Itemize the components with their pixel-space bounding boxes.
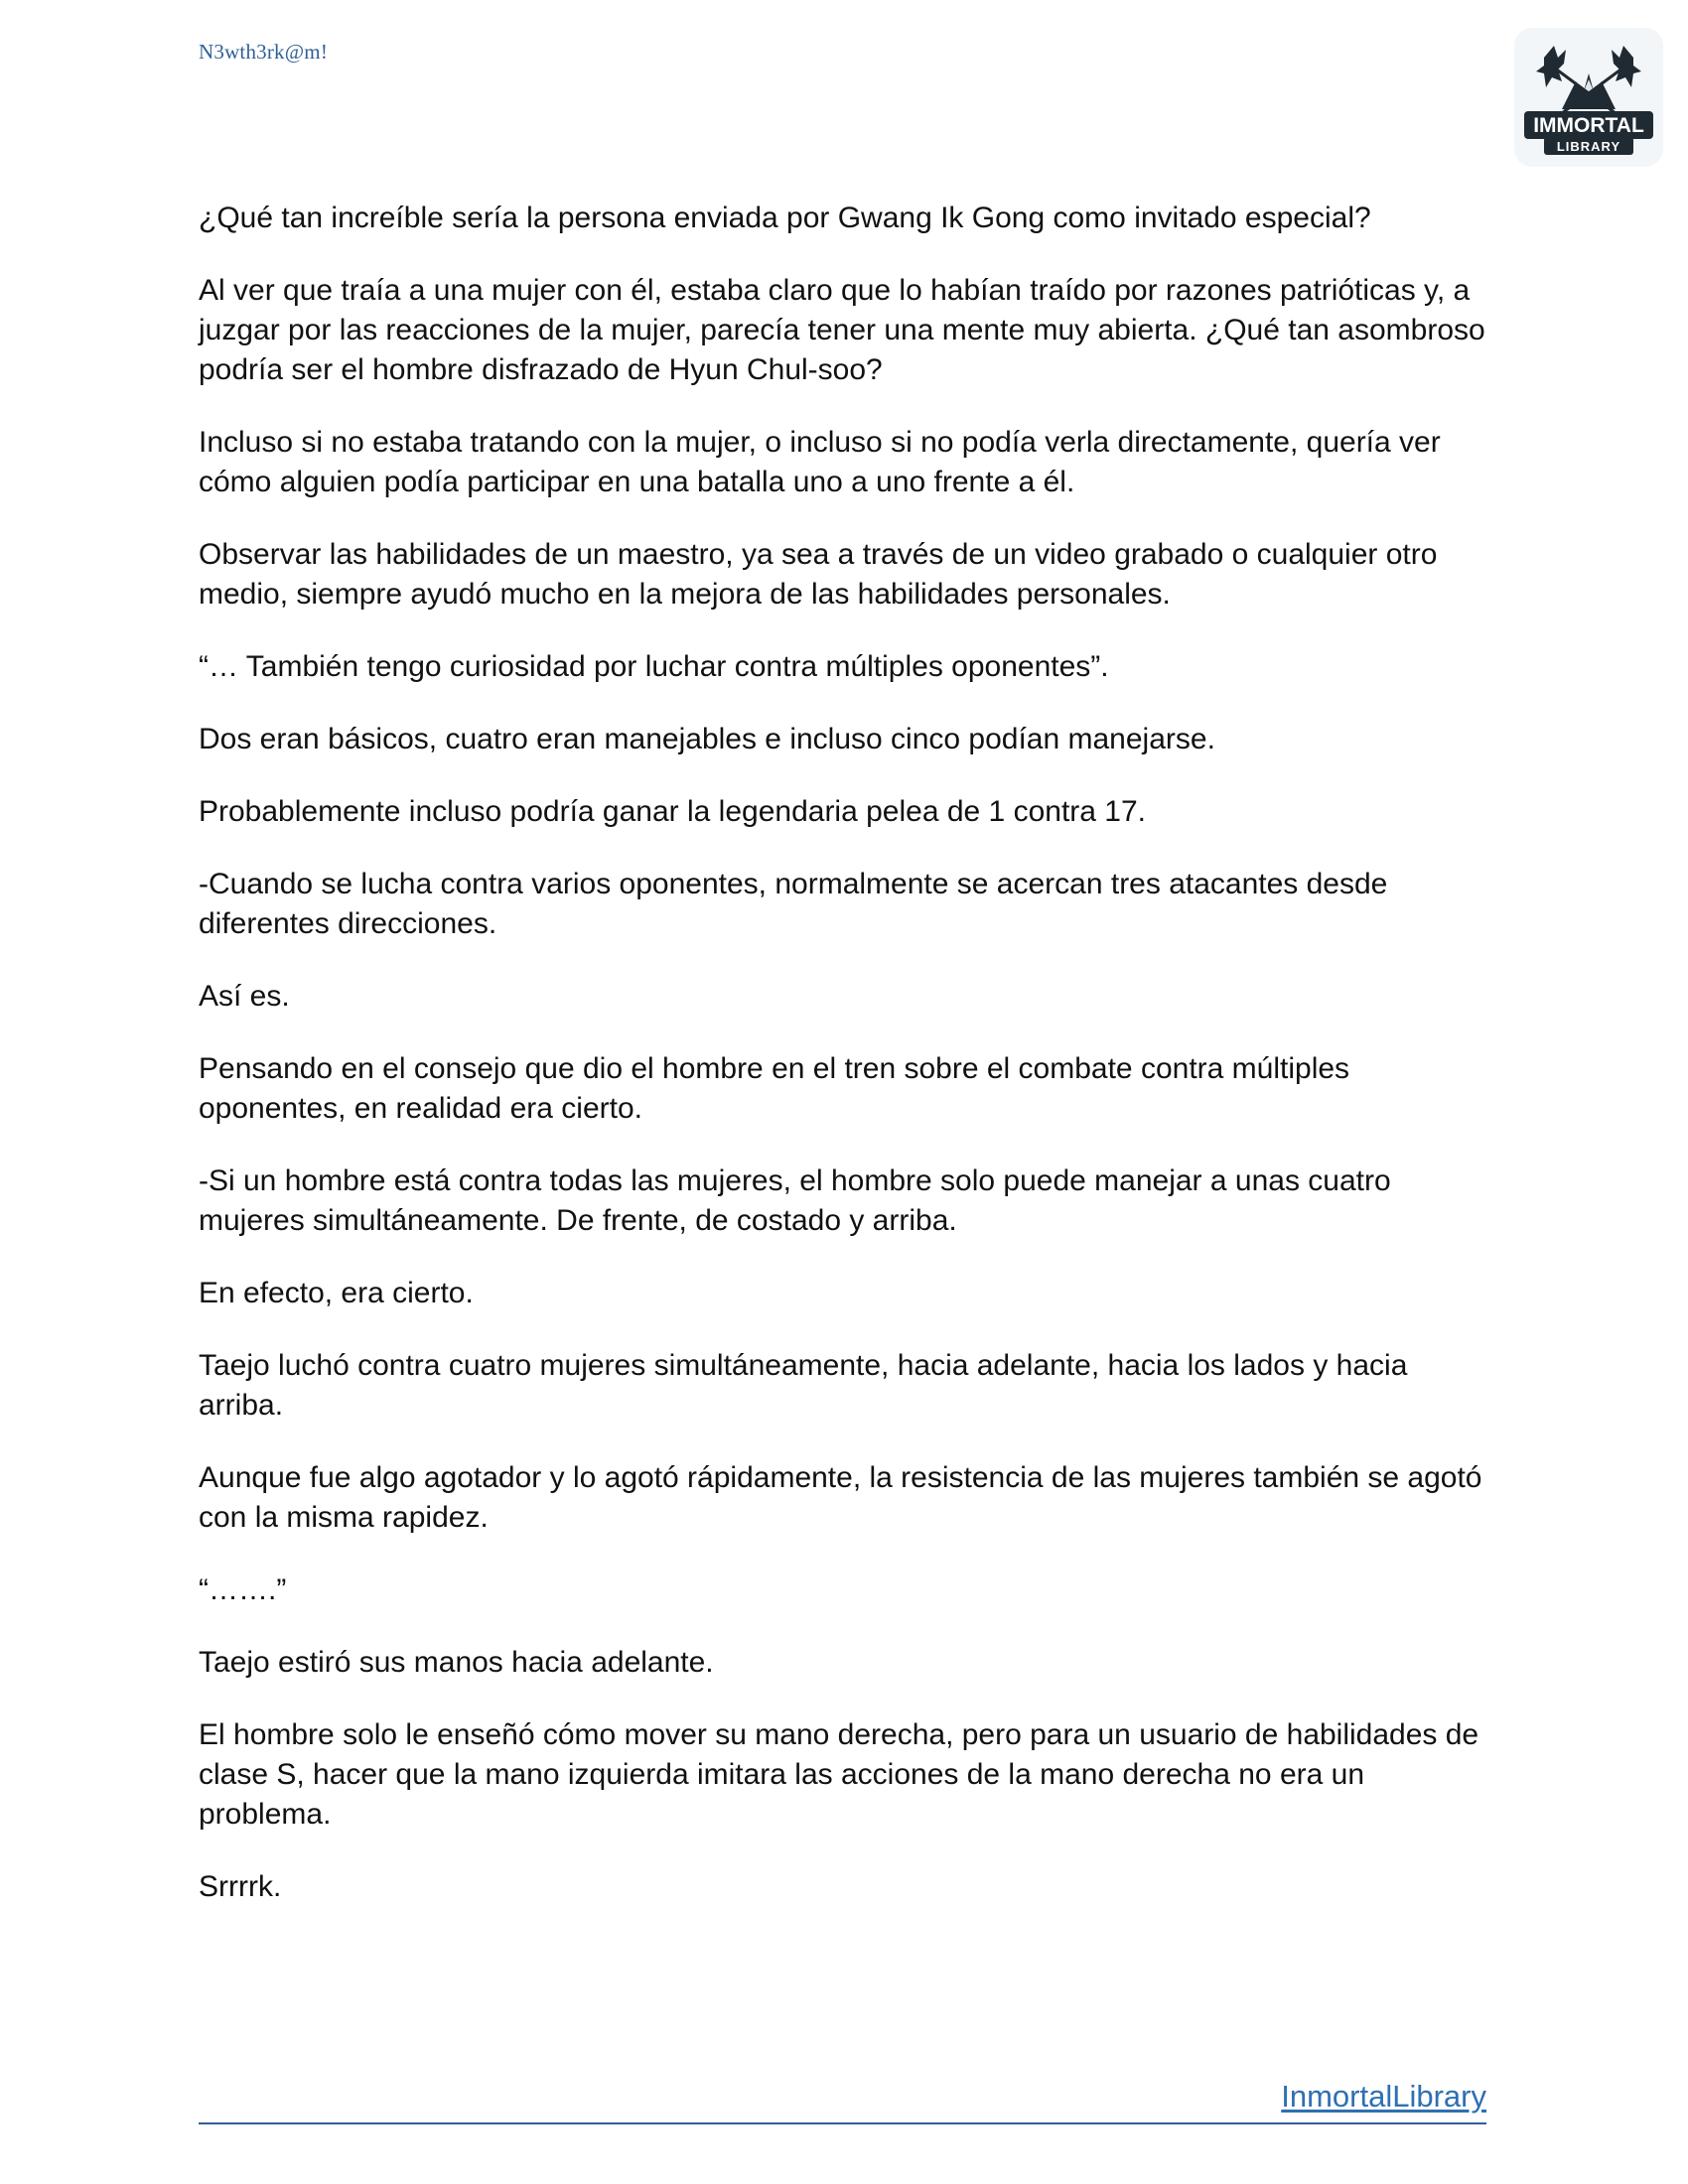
paragraph: “… También tengo curiosidad por luchar contra múltiples oponentes”. (199, 650, 1109, 683)
paragraph: ¿Qué tan increíble sería la persona enviada por Gwang Ik Gong como invitado especial? (199, 202, 1371, 234)
paragraph: Incluso si no estaba tratando con la mujer, o incluso si no podía verla directamente, quería ver cómo alguien podía participar en una batalla uno a uno frente a él. (199, 426, 1441, 498)
paragraph: Al ver que traía a una mujer con él, estaba claro que lo habían traído por razones patrióticas y, a juzgar por las reacciones de la mujer, parecía tener una mente muy abierta. ¿Qué tan asombroso podría ser el hombre disfrazado de Hyun Chul-soo? (199, 274, 1485, 386)
header-tag: N3wth3rk@m! (199, 40, 329, 64)
immortal-library-logo-icon (1514, 28, 1663, 167)
paragraph: Dos eran básicos, cuatro eran manejables e incluso cinco podían manejarse. (199, 723, 1215, 755)
paragraph: Observar las habilidades de un maestro, ya sea a través de un video grabado o cualquier otro medio, siempre ayudó mucho en la mejora de las habilidades personales. (199, 538, 1438, 611)
logo-line-immortal: IMMORTAL (1533, 114, 1644, 137)
paragraph: El hombre solo le enseñó cómo mover su mano derecha, pero para un usuario de habilidades de clase S, hacer que la mano izquierda imitara las acciones de la mano derecha no era un problema. (199, 1718, 1479, 1831)
paragraph: Taejo estiró sus manos hacia adelante. (199, 1646, 714, 1679)
paragraph: En efecto, era cierto. (199, 1277, 474, 1309)
document-body (199, 199, 1499, 1940)
paragraph: “…….” (199, 1573, 287, 1606)
paragraph: Srrrrk. (199, 1870, 282, 1903)
paragraph: Pensando en el consejo que dio el hombre en el tren sobre el combate contra múltiples oponentes, en realidad era cierto. (199, 1052, 1350, 1125)
paragraph: Así es. (199, 980, 290, 1013)
paragraph: -Si un hombre está contra todas las mujeres, el hombre solo puede manejar a unas cuatro mujeres simultáneamente. De frente, de costado y arriba. (199, 1164, 1391, 1237)
logo-line-library: LIBRARY (1556, 139, 1621, 154)
paragraph: -Cuando se lucha contra varios oponentes, normalmente se acercan tres atacantes desde diferentes direcciones. (199, 868, 1388, 940)
footer-link[interactable]: InmortalLibrary (1281, 2079, 1486, 2114)
paragraph: Probablemente incluso podría ganar la legendaria pelea de 1 contra 17. (199, 795, 1146, 828)
paragraph: Taejo luchó contra cuatro mujeres simultáneamente, hacia adelante, hacia los lados y hacia arriba. (199, 1349, 1408, 1422)
paragraph: Aunque fue algo agotador y lo agotó rápidamente, la resistencia de las mujeres también se agotó con la misma rapidez. (199, 1461, 1482, 1534)
footer-rule (199, 2079, 1486, 2124)
